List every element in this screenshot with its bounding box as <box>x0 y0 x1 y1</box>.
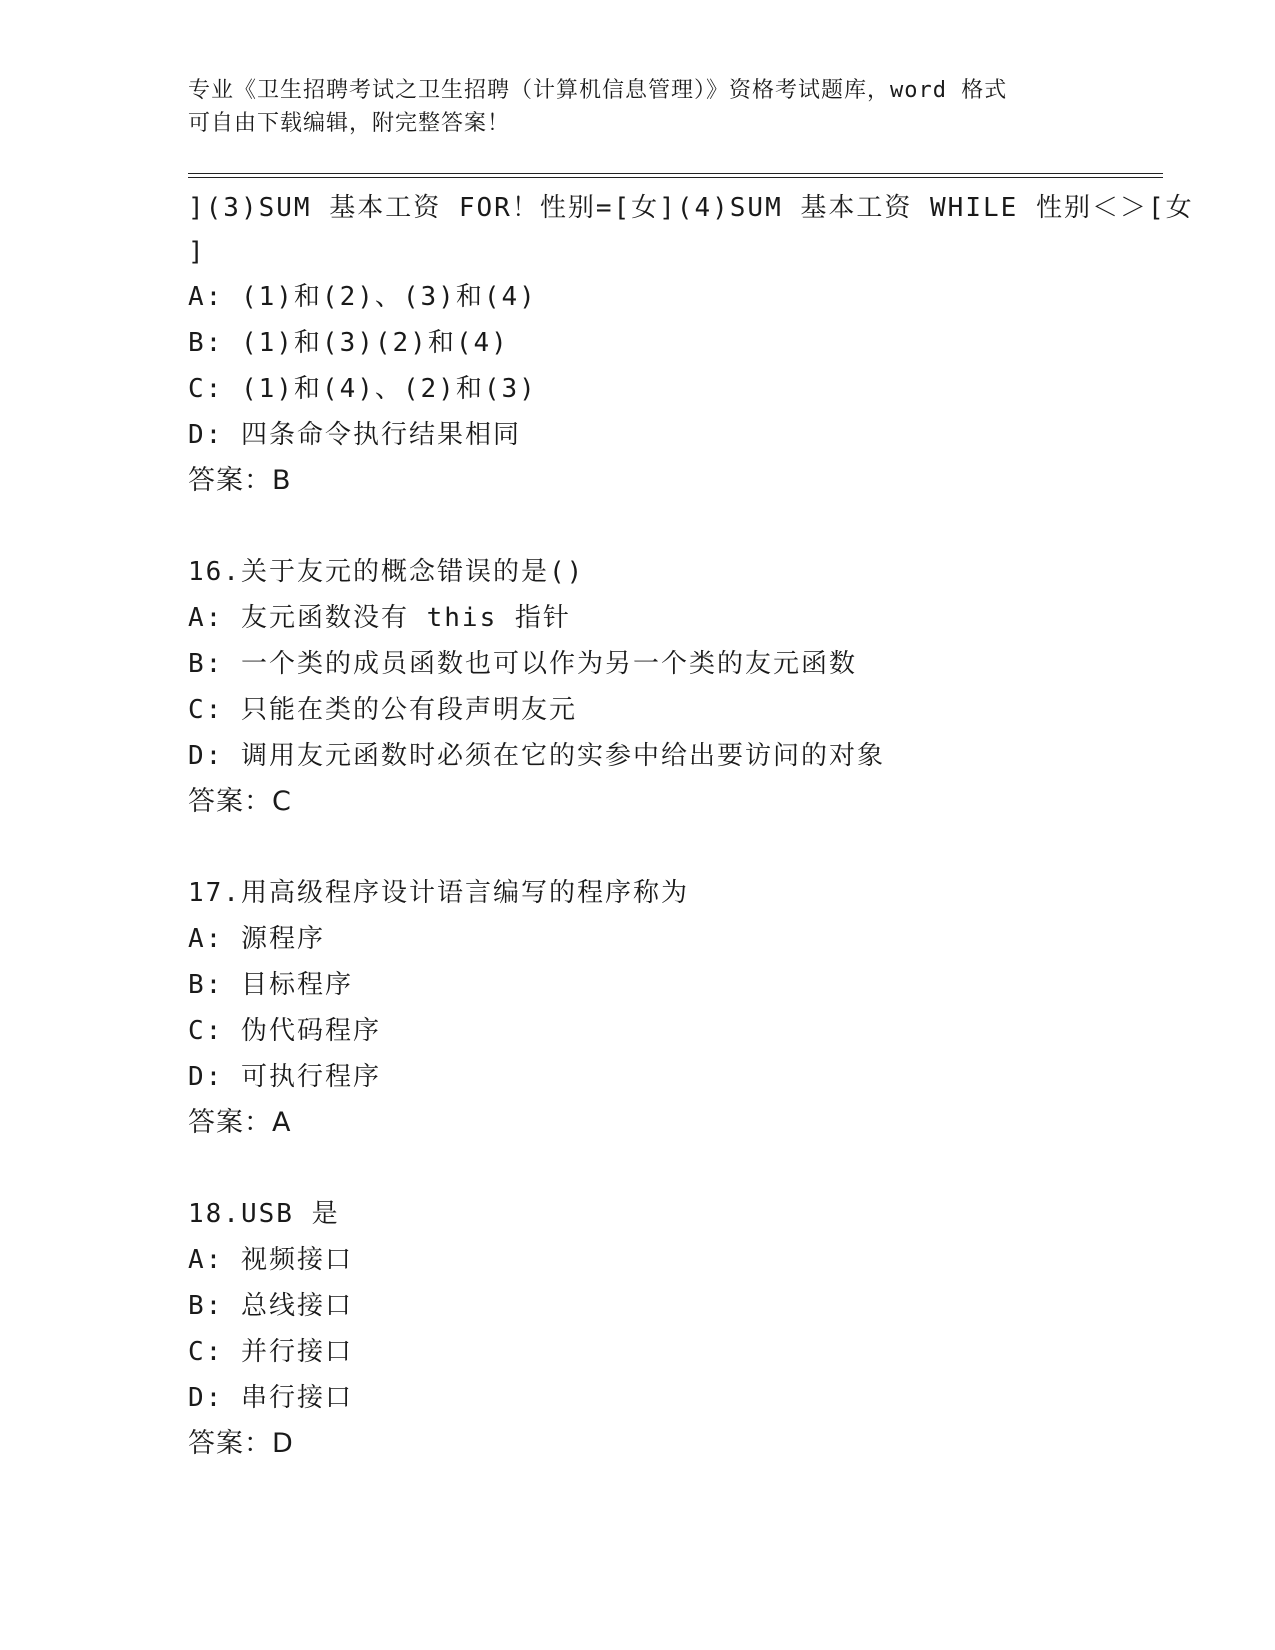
answer-line: 答案：C <box>188 786 292 817</box>
answer-line: 答案：B <box>188 465 292 496</box>
option-a: A: 友元函数没有 this 指针 <box>188 603 571 633</box>
option-c: C: (1)和(4)、(2)和(3) <box>188 374 537 404</box>
header-divider-bottom <box>188 177 1163 178</box>
header-line-1: 专业《卫生招聘考试之卫生招聘（计算机信息管理）》资格考试题库，word 格式 <box>188 78 1008 103</box>
question-block-15 <box>188 186 1194 504</box>
option-b: B: 总线接口 <box>188 1291 353 1321</box>
question-block-17 <box>188 870 1148 1146</box>
question-continuation: ] <box>188 237 206 267</box>
option-d: D: 可执行程序 <box>188 1062 381 1092</box>
question-text: 17.用高级程序设计语言编写的程序称为 <box>188 878 689 908</box>
question-spacer <box>188 1146 1148 1191</box>
question-continuation: ](3)SUM 基本工资 FOR！性别=[女](4)SUM 基本工资 WHILE 性别＜＞[女 <box>188 193 1194 223</box>
option-a: A: (1)和(2)、(3)和(4) <box>188 282 537 312</box>
question-list <box>188 186 1194 1467</box>
option-c: C: 只能在类的公有段声明友元 <box>188 695 577 725</box>
question-spacer <box>188 504 1148 549</box>
question-block-18 <box>188 1191 1148 1467</box>
option-b: B: (1)和(3)(2)和(4) <box>188 328 509 358</box>
option-d: D: 串行接口 <box>188 1383 353 1413</box>
header-divider-top <box>188 173 1163 174</box>
option-a: A: 源程序 <box>188 924 325 954</box>
option-d: D: 四条命令执行结果相同 <box>188 420 521 450</box>
question-text: 16.关于友元的概念错误的是() <box>188 557 585 587</box>
answer-line: 答案：A <box>188 1107 292 1138</box>
option-a: A: 视频接口 <box>188 1245 353 1275</box>
document-header <box>188 74 1088 140</box>
answer-line: 答案：D <box>188 1428 294 1459</box>
question-block-16 <box>188 549 1148 825</box>
option-b: B: 目标程序 <box>188 970 353 1000</box>
option-c: C: 伪代码程序 <box>188 1016 381 1046</box>
option-b: B: 一个类的成员函数也可以作为另一个类的友元函数 <box>188 649 857 679</box>
option-c: C: 并行接口 <box>188 1337 353 1367</box>
option-d: D: 调用友元函数时必须在它的实参中给出要访问的对象 <box>188 741 885 771</box>
question-spacer <box>188 825 1148 870</box>
header-line-2: 可自由下载编辑，附完整答案！ <box>188 111 511 136</box>
question-text: 18.USB 是 <box>188 1199 340 1229</box>
